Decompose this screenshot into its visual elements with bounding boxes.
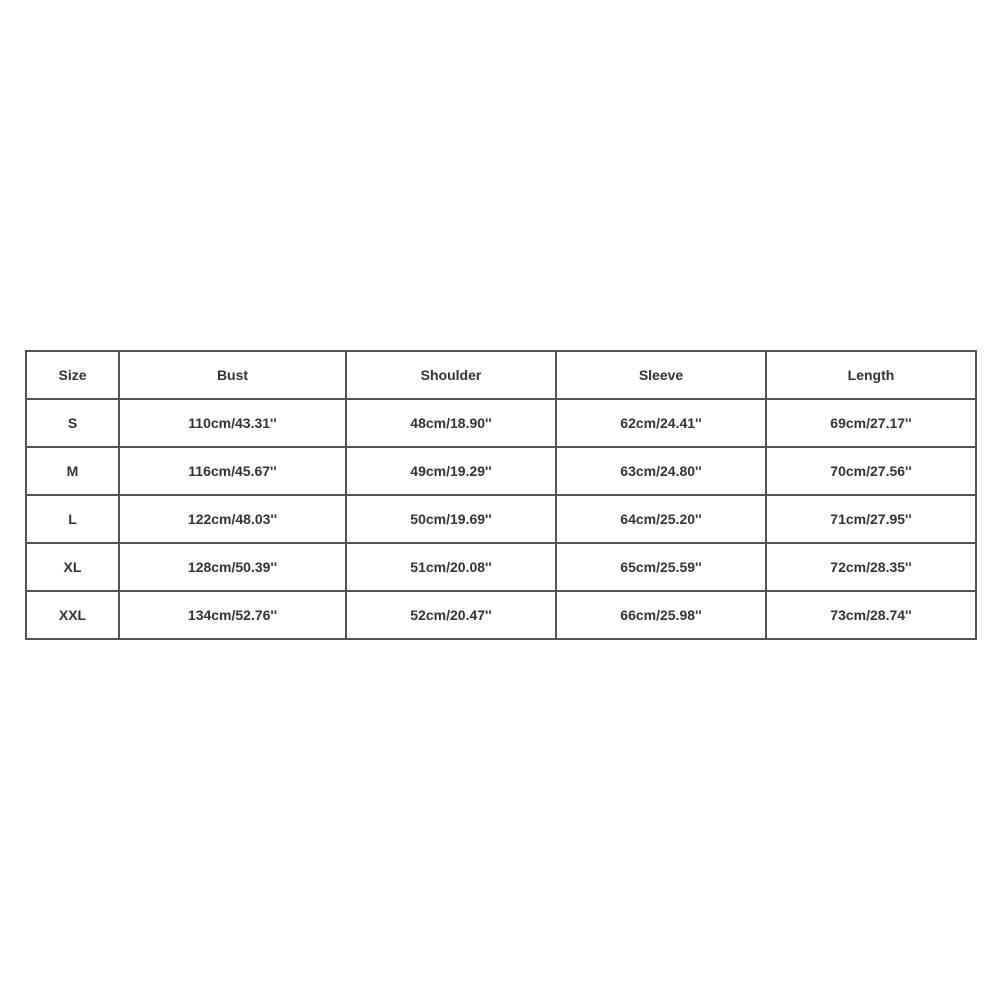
cell-bust: 116cm/45.67'' [119,447,346,495]
cell-shoulder: 50cm/19.69'' [346,495,556,543]
header-size: Size [26,351,119,399]
cell-sleeve: 64cm/25.20'' [556,495,766,543]
cell-length: 70cm/27.56'' [766,447,976,495]
cell-bust: 134cm/52.76'' [119,591,346,639]
cell-shoulder: 52cm/20.47'' [346,591,556,639]
cell-size: XL [26,543,119,591]
cell-size: L [26,495,119,543]
header-length: Length [766,351,976,399]
table-row [26,591,976,639]
cell-length: 69cm/27.17'' [766,399,976,447]
cell-size: XXL [26,591,119,639]
cell-sleeve: 62cm/24.41'' [556,399,766,447]
table-header-row [26,351,976,399]
table-row [26,447,976,495]
size-chart-table [25,350,977,640]
cell-shoulder: 48cm/18.90'' [346,399,556,447]
cell-length: 72cm/28.35'' [766,543,976,591]
table-row [26,399,976,447]
cell-length: 73cm/28.74'' [766,591,976,639]
header-bust: Bust [119,351,346,399]
cell-bust: 110cm/43.31'' [119,399,346,447]
cell-bust: 122cm/48.03'' [119,495,346,543]
cell-length: 71cm/27.95'' [766,495,976,543]
cell-bust: 128cm/50.39'' [119,543,346,591]
cell-sleeve: 65cm/25.59'' [556,543,766,591]
header-sleeve: Sleeve [556,351,766,399]
cell-sleeve: 66cm/25.98'' [556,591,766,639]
table-row [26,543,976,591]
cell-shoulder: 49cm/19.29'' [346,447,556,495]
table-row [26,495,976,543]
cell-size: M [26,447,119,495]
header-shoulder: Shoulder [346,351,556,399]
cell-size: S [26,399,119,447]
cell-sleeve: 63cm/24.80'' [556,447,766,495]
cell-shoulder: 51cm/20.08'' [346,543,556,591]
